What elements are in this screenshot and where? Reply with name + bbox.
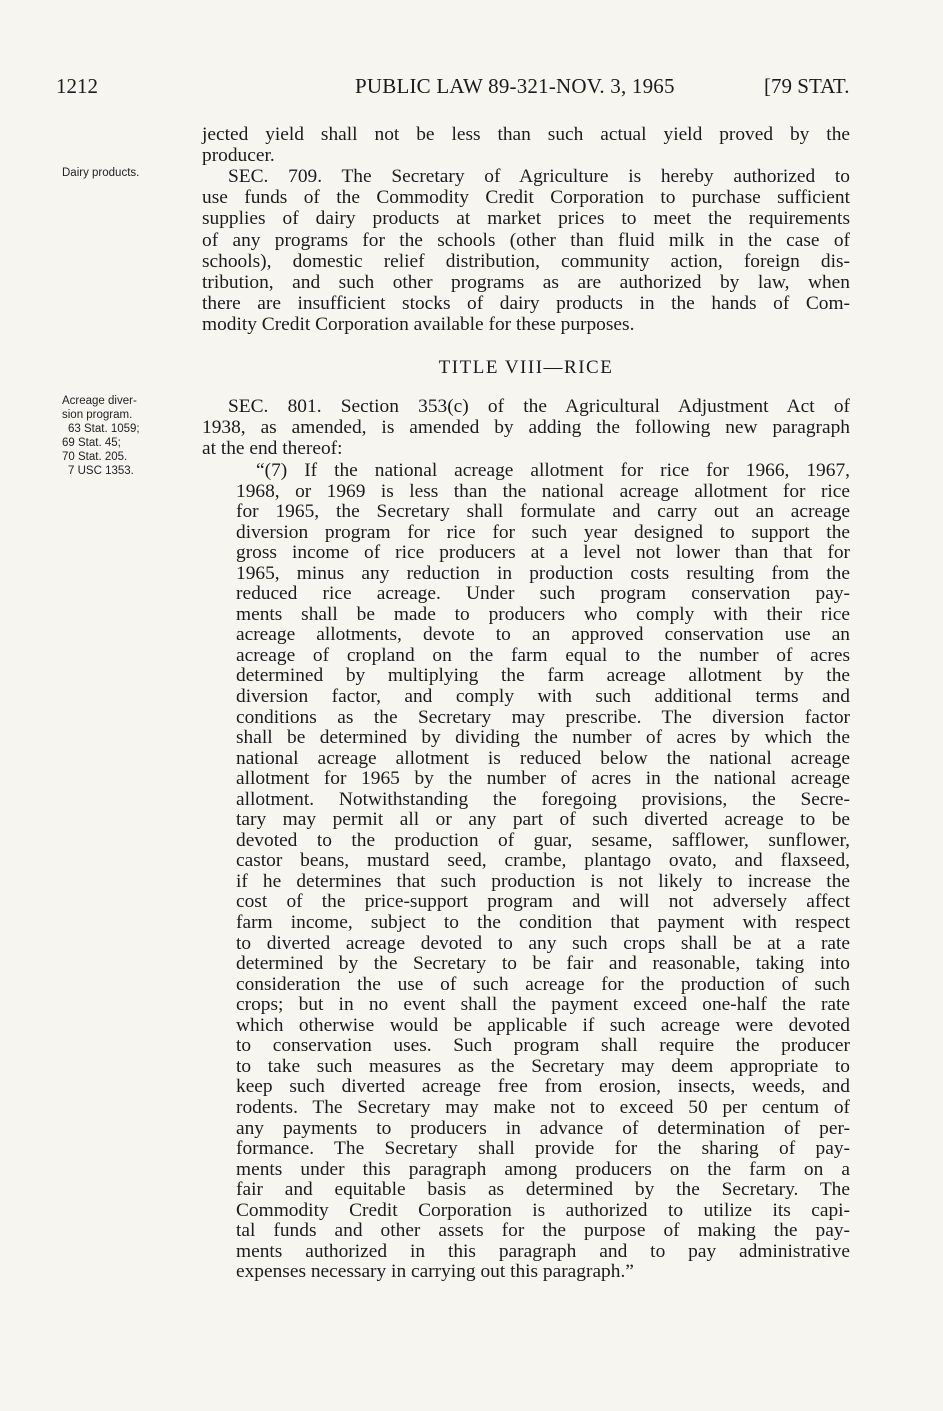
text-line: to take such measures as the Secretary may deem appropriate to [236,1055,850,1077]
section-709 [202,166,850,336]
margin-note-line: 69 Stat. 45; [62,437,121,449]
text-line: fair and equitable basis as determined by the Secretary. The [236,1179,850,1201]
text-line: producer. [202,145,275,167]
margin-note-acreage-diversion [62,394,140,478]
text-line: crops; but in no event shall the payment exceed one-half the rate [236,994,850,1016]
margin-note-line: Acreage diver- [62,395,137,407]
text-line: tribution, and such other programs as are authorized by law, when [202,272,850,294]
volume-ref-suffix: TAT. [808,74,850,98]
text-line: shall be determined by dividing the number of acres by which the [236,727,850,749]
text-line: SEC. 709. The Secretary of Agriculture is hereby authorized to [228,166,850,187]
volume-reference [764,74,849,99]
text-line: determined by the Secretary to be fair and reasonable, taking into [236,953,850,975]
margin-note-dairy-products: Dairy products. [62,167,140,179]
text-line: diversion program for rice for such year designed to support the [236,521,850,543]
text-line: acreage of cropland on the farm equal to the number of acres [236,644,850,666]
text-line: schools), domestic relief distribution, community action, foreign dis- [202,250,850,272]
text-line: which otherwise would be applicable if such acreage were devoted [236,1014,850,1036]
text-line: 1968, or 1969 is less than the national acreage allotment for rice [236,480,850,502]
text-line: allotment for 1965 by the number of acres in the national acreage [236,768,850,790]
text-line: formance. The Secretary shall provide for the sharing of pay- [236,1138,850,1160]
text-line: “(7) If the national acreage allotment for rice for 1966, 1967, [256,460,850,481]
text-line: jected yield shall not be less than such actual yield proved by the [202,124,850,145]
title-heading: TITLE VIII—RICE [438,357,614,378]
text-line: use funds of the Commodity Credit Corporation to purchase sufficient [202,187,850,209]
text-line: at the end thereof: [202,438,343,460]
text-line: to diverted acreage devoted to any such crops shall be at a rate [236,932,850,954]
text-line: cost of the price-support program and will not adversely affect [236,891,850,913]
section-801 [202,396,850,460]
page-number: 1212 [56,74,98,98]
text-line: modity Credit Corporation available for these purposes. [202,314,635,336]
quoted-paragraph-7 [236,461,850,1283]
text-line: diversion factor, and comply with such additional terms and [236,686,850,708]
text-line: ments under this paragraph among producers on the farm on a [236,1158,850,1180]
text-line: ments shall be made to producers who comply with their rice [236,603,850,625]
text-line: reduced rice acreage. Under such program conservation pay- [236,583,850,605]
running-head: PUBLIC LAW 89-321-NOV. 3, 1965 [355,74,675,98]
text-line: determined by multiplying the farm acreage allotment by the [236,665,850,687]
text-line: conditions as the Secretary may prescribe. The diversion factor [236,706,850,728]
text-line: acreage allotments, devote to an approved conservation use an [236,624,850,646]
text-line: gross income of rice producers at a level not lower than that for [236,542,850,564]
text-line: ments authorized in this paragraph and to pay administrative [236,1240,850,1262]
margin-note-line: sion program. [62,409,133,421]
margin-note-line: 63 Stat. 1059; [68,423,140,435]
text-line: rodents. The Secretary may make not to exceed 50 per centum of [236,1096,850,1118]
text-line: castor beans, mustard seed, crambe, plantago ovato, and flaxseed, [236,850,850,872]
margin-note-line: 70 Stat. 205. [62,451,128,463]
text-line: tal funds and other assets for the purpose of making the pay- [236,1220,850,1242]
text-line: supplies of dairy products at market prices to meet the requirements [202,208,850,230]
text-line: to conservation uses. Such program shall require the producer [236,1035,850,1057]
text-line: consideration the use of such acreage for the production of such [236,973,850,995]
text-line: 1965, minus any reduction in production costs resulting from the [236,562,850,584]
margin-note-line: 7 USC 1353. [68,465,134,477]
text-line: 1938, as amended, is amended by adding the following new paragraph [202,417,850,439]
text-line: expenses necessary in carrying out this paragraph.” [236,1261,634,1283]
text-line: keep such diverted acreage free from erosion, insects, weeds, and [236,1076,850,1098]
text-line: for 1965, the Secretary shall formulate and carry out an acreage [236,501,850,523]
text-line: Commodity Credit Corporation is authorized to utilize its capi- [236,1199,850,1221]
text-line: farm income, subject to the condition that payment with respect [236,912,850,934]
volume-ref-prefix: [79 S [764,74,809,98]
text-line: tary may permit all or any part of such diverted acreage to be [236,809,850,831]
text-line: national acreage allotment is reduced below the national acreage [236,747,850,769]
text-line: devoted to the production of guar, sesame, safflower, sunflower, [236,829,850,851]
text-line: SEC. 801. Section 353(c) of the Agricultural Adjustment Act of [228,396,850,417]
paragraph-continuation [202,124,850,166]
text-line: allotment. Notwithstanding the foregoing provisions, the Secre- [236,788,850,810]
text-line: there are insufficient stocks of dairy products in the hands of Com- [202,293,850,315]
text-line: of any programs for the schools (other than fluid milk in the case of [202,229,850,251]
text-line: any payments to producers in advance of determination of per- [236,1117,850,1139]
text-line: if he determines that such production is not likely to increase the [236,870,850,892]
